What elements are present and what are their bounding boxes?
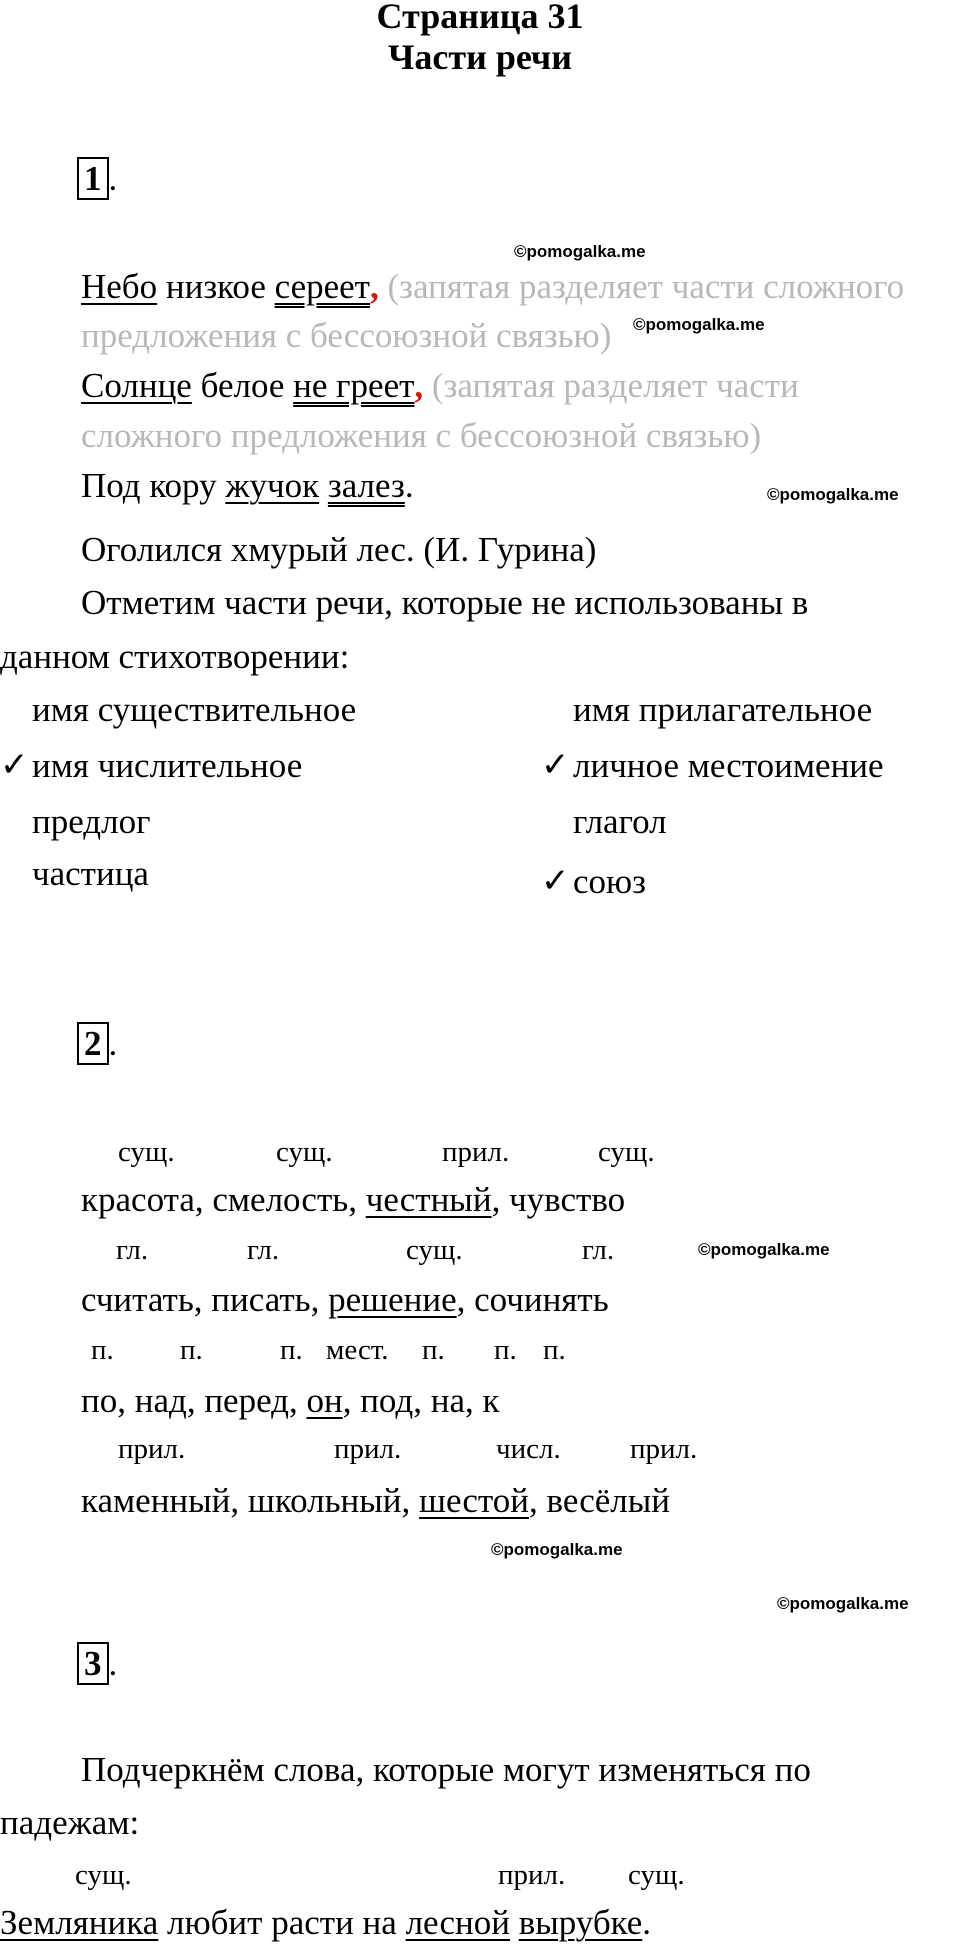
task-text-line-1: Подчеркнём слова, которые могут изменяться по [81, 1750, 811, 1789]
part-preposition: предлог [32, 802, 151, 841]
example-sentence: Земляника любит расти на лесной вырубке. [0, 1903, 652, 1942]
check-icon: ✓ [0, 745, 29, 785]
exercise-3-number: 3 . [77, 1642, 117, 1686]
part-noun: имя существительное [32, 690, 357, 729]
watermark: ©pomogalka.me [767, 485, 899, 504]
pos-annotation: п. [494, 1334, 517, 1366]
pos-annotation: сущ. [598, 1136, 655, 1168]
pos-annotation: п. [422, 1334, 445, 1366]
word-row-3: по, над, перед, он, под, на, к [81, 1381, 500, 1420]
check-icon: ✓ [541, 745, 570, 785]
pos-annotation: прил. [334, 1433, 402, 1465]
pos-annotation: прил. [630, 1433, 698, 1465]
task-text-line-1: Отметим части речи, которые не использованы в [81, 583, 809, 622]
word-row-1: красота, смелость, честный, чувство [81, 1180, 626, 1219]
pos-annotation: п. [543, 1334, 566, 1366]
page-title: Части речи [388, 37, 572, 77]
pos-annotation: сущ. [628, 1859, 685, 1891]
pos-annotation: п. [280, 1334, 303, 1366]
watermark: ©pomogalka.me [514, 242, 646, 261]
part-verb: глагол [573, 802, 667, 841]
pos-annotation: гл. [582, 1234, 615, 1266]
poem-line-2: Солнце белое не греет, (запятая разделяет части [81, 366, 799, 405]
watermark: ©pomogalka.me [633, 315, 765, 334]
watermark: ©pomogalka.me [698, 1240, 830, 1259]
word-row-4: каменный, школьный, шестой, весёлый [81, 1481, 671, 1520]
pos-annotation: числ. [496, 1433, 561, 1465]
task-text-line-2: данном стихотворении: [0, 637, 350, 676]
page-number: Страница 31 [376, 0, 584, 36]
part-particle: частица [32, 854, 149, 893]
part-pronoun: личное местоимение [573, 746, 884, 785]
poem-line-4: Оголился хмурый лес. (И. Гурина) [81, 530, 597, 569]
task-text-line-2: падежам: [0, 1803, 140, 1842]
pos-annotation: гл. [116, 1234, 149, 1266]
exercise-2-number: 2 . [77, 1022, 117, 1066]
pos-annotation: прил. [498, 1859, 566, 1891]
pos-annotation: мест. [326, 1334, 389, 1366]
poem-line-3: Под кору жучок залез. [81, 466, 414, 505]
pos-annotation: сущ. [75, 1859, 132, 1891]
pos-annotation: сущ. [118, 1136, 175, 1168]
poem-line-1-note: предложения с бессоюзной связью) [81, 316, 612, 355]
exercise-1-number: 1 . [77, 157, 117, 201]
pos-annotation: п. [180, 1334, 203, 1366]
pos-annotation: прил. [442, 1136, 510, 1168]
part-numeral: имя числительное [32, 746, 303, 785]
pos-annotation: прил. [118, 1433, 186, 1465]
watermark: ©pomogalka.me [777, 1594, 909, 1613]
pos-annotation: сущ. [406, 1234, 463, 1266]
pos-annotation: сущ. [276, 1136, 333, 1168]
part-adjective: имя прилагательное [573, 690, 873, 729]
part-conjunction: союз [573, 862, 647, 901]
word-row-2: считать, писать, решение, сочинять [81, 1280, 609, 1319]
poem-line-2-note: сложного предложения с бессоюзной связью) [81, 416, 762, 455]
poem-line-1: Небо низкое сереет, (запятая разделяет части сложного [81, 267, 905, 306]
pos-annotation: гл. [247, 1234, 280, 1266]
check-icon: ✓ [541, 861, 570, 901]
pos-annotation: п. [91, 1334, 114, 1366]
watermark: ©pomogalka.me [491, 1540, 623, 1559]
